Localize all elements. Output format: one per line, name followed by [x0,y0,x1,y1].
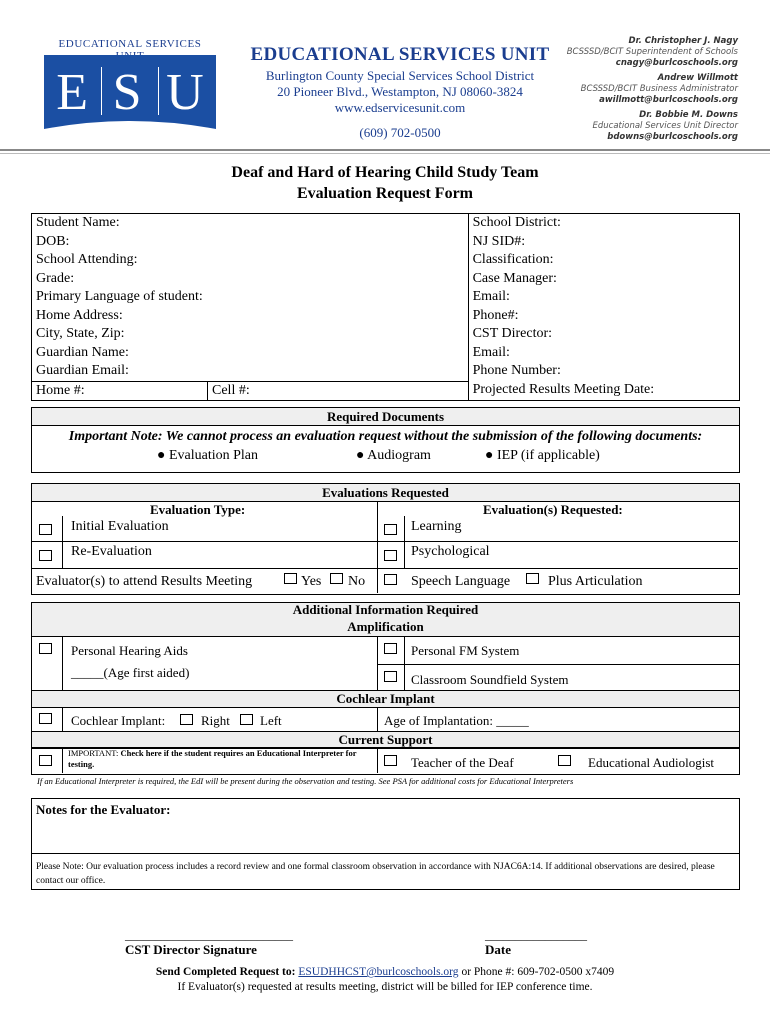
field-cell-phone[interactable]: Cell #: [208,381,469,401]
label-personal-hearing-aids: Personal Hearing Aids [71,643,188,658]
checkbox-learning[interactable] [384,524,397,535]
evaluations-divider [377,501,378,593]
org-phone: (609) 702-0500 [359,125,441,140]
label-plus-articulation: Plus Articulation [548,574,643,589]
doc-audiogram: ● Audiogram [356,448,431,463]
field-nj-sid[interactable]: NJ SID#: [472,233,526,249]
send-phone: or Phone #: 609-702-0500 x7409 [458,966,615,978]
checkbox-plus-articulation[interactable] [526,573,539,584]
checkbox-attend-yes[interactable] [284,573,297,584]
label-educational-interpreter [68,748,368,770]
contacts-list [498,36,738,147]
form-title-line2: Evaluation Request Form [297,185,473,202]
field-case-manager[interactable]: Case Manager: [472,270,557,286]
cochlear-divider [377,707,378,731]
org-district: Burlington County Special Services School District [265,68,535,83]
additional-info-header: Additional Information Required [292,602,479,617]
header-divider [0,153,770,154]
date-label: Date [485,942,511,957]
doc-iep: ● IEP (if applicable) [485,448,600,463]
field-primary-language[interactable]: Primary Language of student: [36,289,203,304]
signature-label: CST Director Signature [125,942,257,957]
field-classification[interactable]: Classification: [472,252,554,267]
field-school-attending[interactable]: School Attending: [36,252,138,267]
signature-line[interactable]: ____________________________ [125,928,293,942]
contact-block [498,110,738,143]
contact-name: Dr. Bobbie M. Downs [639,110,738,120]
label-attend-results-meeting: Evaluator(s) to attend Results Meeting [36,574,253,589]
field-age-first-aided[interactable]: _____(Age first aided) [71,665,190,680]
field-city-state-zip[interactable]: City, State, Zip: [36,326,125,341]
label-personal-fm: Personal FM System [411,643,520,658]
field-home-phone[interactable]: Home #: [32,381,208,401]
evaluations-row-divider [31,568,738,569]
evaluation-type-header: Evaluation Type: [150,502,246,517]
logo-letter-e: E [56,64,89,121]
label-speech-language: Speech Language [411,574,511,589]
interpreter-note: If an Educational Interpreter is required, the EdI will be present during the observation and testing. See PSA for additional costs for Educational Interpreters [37,776,574,786]
required-docs-note: Important Note: We cannot process an evaluation request without the submission of the following documents: [68,429,703,444]
label-educational-audiologist: Educational Audiologist [588,755,715,770]
contact-name: Dr. Christopher J. Nagy [628,36,738,46]
checkbox-psychological[interactable] [384,550,397,561]
label-cochlear-implant: Cochlear Implant: [71,713,166,728]
label-no: No [348,574,366,589]
checkbox-teacher-of-deaf[interactable] [384,755,397,766]
contact-email[interactable]: awillmott@burlcoschools.org [599,95,738,105]
support-divider [377,747,378,773]
label-psychological: Psychological [411,544,490,559]
important-prefix: IMPORTANT: [68,748,119,758]
contact-title: Educational Services Unit Director [592,121,738,131]
contact-email[interactable]: cnagy@burlcoschools.org [615,58,738,68]
cochlear-implant-header: Cochlear Implant [31,690,740,708]
field-guardian-email[interactable]: Guardian Email: [36,363,129,378]
field-case-manager-email[interactable]: Email: [472,289,510,304]
contact-title: BCSSSD/BCIT Superintendent of Schools [566,47,738,57]
label-initial-evaluation: Initial Evaluation [71,519,169,534]
evaluations-checkbox-column [404,516,405,568]
checkbox-attend-no[interactable] [330,573,343,584]
field-home-address[interactable]: Home Address: [36,307,123,323]
checkbox-educational-audiologist[interactable] [558,755,571,766]
send-email-link[interactable]: ESUDHHCST@burlcoschools.org [298,966,459,978]
amplification-row-divider [377,664,739,665]
label-learning: Learning [411,519,462,534]
required-docs-header: Required Documents [31,407,740,426]
evaluations-row-divider [31,541,738,542]
field-grade[interactable]: Grade: [36,270,75,286]
send-request-line [0,966,770,978]
field-dob[interactable]: DOB: [36,233,70,249]
checkbox-speech-language[interactable] [384,574,397,585]
esu-logo [44,55,216,139]
field-cst-director-email[interactable]: Email: [472,344,510,360]
label-ci-left: Left [260,713,282,728]
label-re-evaluation: Re-Evaluation [71,544,152,559]
contact-name: Andrew Willmott [657,73,738,83]
contact-block [498,36,738,69]
logo-caption: EDUCATIONAL SERVICES [44,38,216,64]
send-label: Send Completed Request to: [155,966,296,978]
org-name: EDUCATIONAL SERVICES UNIT [250,44,550,65]
doc-evaluation-plan: ● Evaluation Plan [157,448,258,463]
logo-wave [44,115,216,139]
amplification-header: Amplification [347,619,424,634]
evaluation-process-note: Please Note: Our evaluation process includes a record review and one formal classroom observation in accordance with NJAC6A:14. If additional observations are desired, please contact our office. [36,862,715,886]
contact-block [498,73,738,106]
logo-divider [158,67,159,115]
amplification-divider [377,636,378,690]
label-classroom-soundfield: Classroom Soundfield System [411,672,569,687]
notes-divider [31,853,739,854]
logo-letter-u: U [166,64,204,121]
amplification-checkbox-column [62,636,63,690]
field-guardian-name[interactable]: Guardian Name: [36,344,129,360]
field-projected-meeting-date[interactable]: Projected Results Meeting Date: [472,381,655,397]
field-age-implantation[interactable]: Age of Implantation: _____ [384,713,529,728]
evaluations-checkbox-column [62,516,63,568]
checkbox-ci-right[interactable] [180,714,193,725]
field-cst-director[interactable]: CST Director: [472,326,553,341]
org-website[interactable]: www.edservicesunit.com [334,100,466,115]
form-title-line1: Deaf and Hard of Hearing Child Study Team [231,164,539,181]
field-school-district[interactable]: School District: [472,215,561,230]
contact-title: BCSSSD/BCIT Business Administrator [580,84,738,94]
cochlear-checkbox-column [62,707,63,731]
student-info-right [468,214,739,401]
logo-divider [101,67,102,115]
label-ci-right: Right [201,713,230,728]
checkbox-re-evaluation[interactable] [39,550,52,561]
field-phone[interactable]: Phone#: [472,307,519,323]
checkbox-personal-fm[interactable] [384,643,397,654]
evaluations-requested-header: Evaluation(s) Requested: [483,502,623,517]
label-yes: Yes [301,574,322,589]
checkbox-personal-hearing-aids[interactable] [39,643,52,654]
current-support-header: Current Support [31,731,740,749]
student-info-left [32,214,469,382]
field-student-name[interactable]: Student Name: [36,215,120,230]
billing-note: If Evaluator(s) requested at results meeting, district will be billed for IEP conference time. [177,981,593,993]
checkbox-classroom-soundfield[interactable] [384,671,397,682]
checkbox-initial-evaluation[interactable] [39,524,52,535]
org-address: 20 Pioneer Blvd., Westampton, NJ 08060-3824 [277,84,523,99]
checkbox-ci-left[interactable] [240,714,253,725]
support-checkbox-column [62,747,63,773]
checkbox-cochlear-implant[interactable] [39,713,52,724]
label-teacher-of-deaf: Teacher of the Deaf [411,755,514,770]
contact-email[interactable]: bdowns@burlcoschools.org [607,132,738,142]
date-line[interactable]: _________________ [485,928,587,942]
field-phone-number[interactable]: Phone Number: [472,363,561,378]
checkbox-educational-interpreter[interactable] [39,755,52,766]
notes-header: Notes for the Evaluator: [36,802,171,817]
amplification-checkbox-column [404,636,405,690]
evaluations-header: Evaluations Requested [31,483,740,502]
student-info-table [31,213,740,401]
important-text: Check here if the student requires an Educational Interpreter for testing. [68,748,357,769]
header-divider [0,149,770,151]
logo-letter-s: S [112,64,142,121]
